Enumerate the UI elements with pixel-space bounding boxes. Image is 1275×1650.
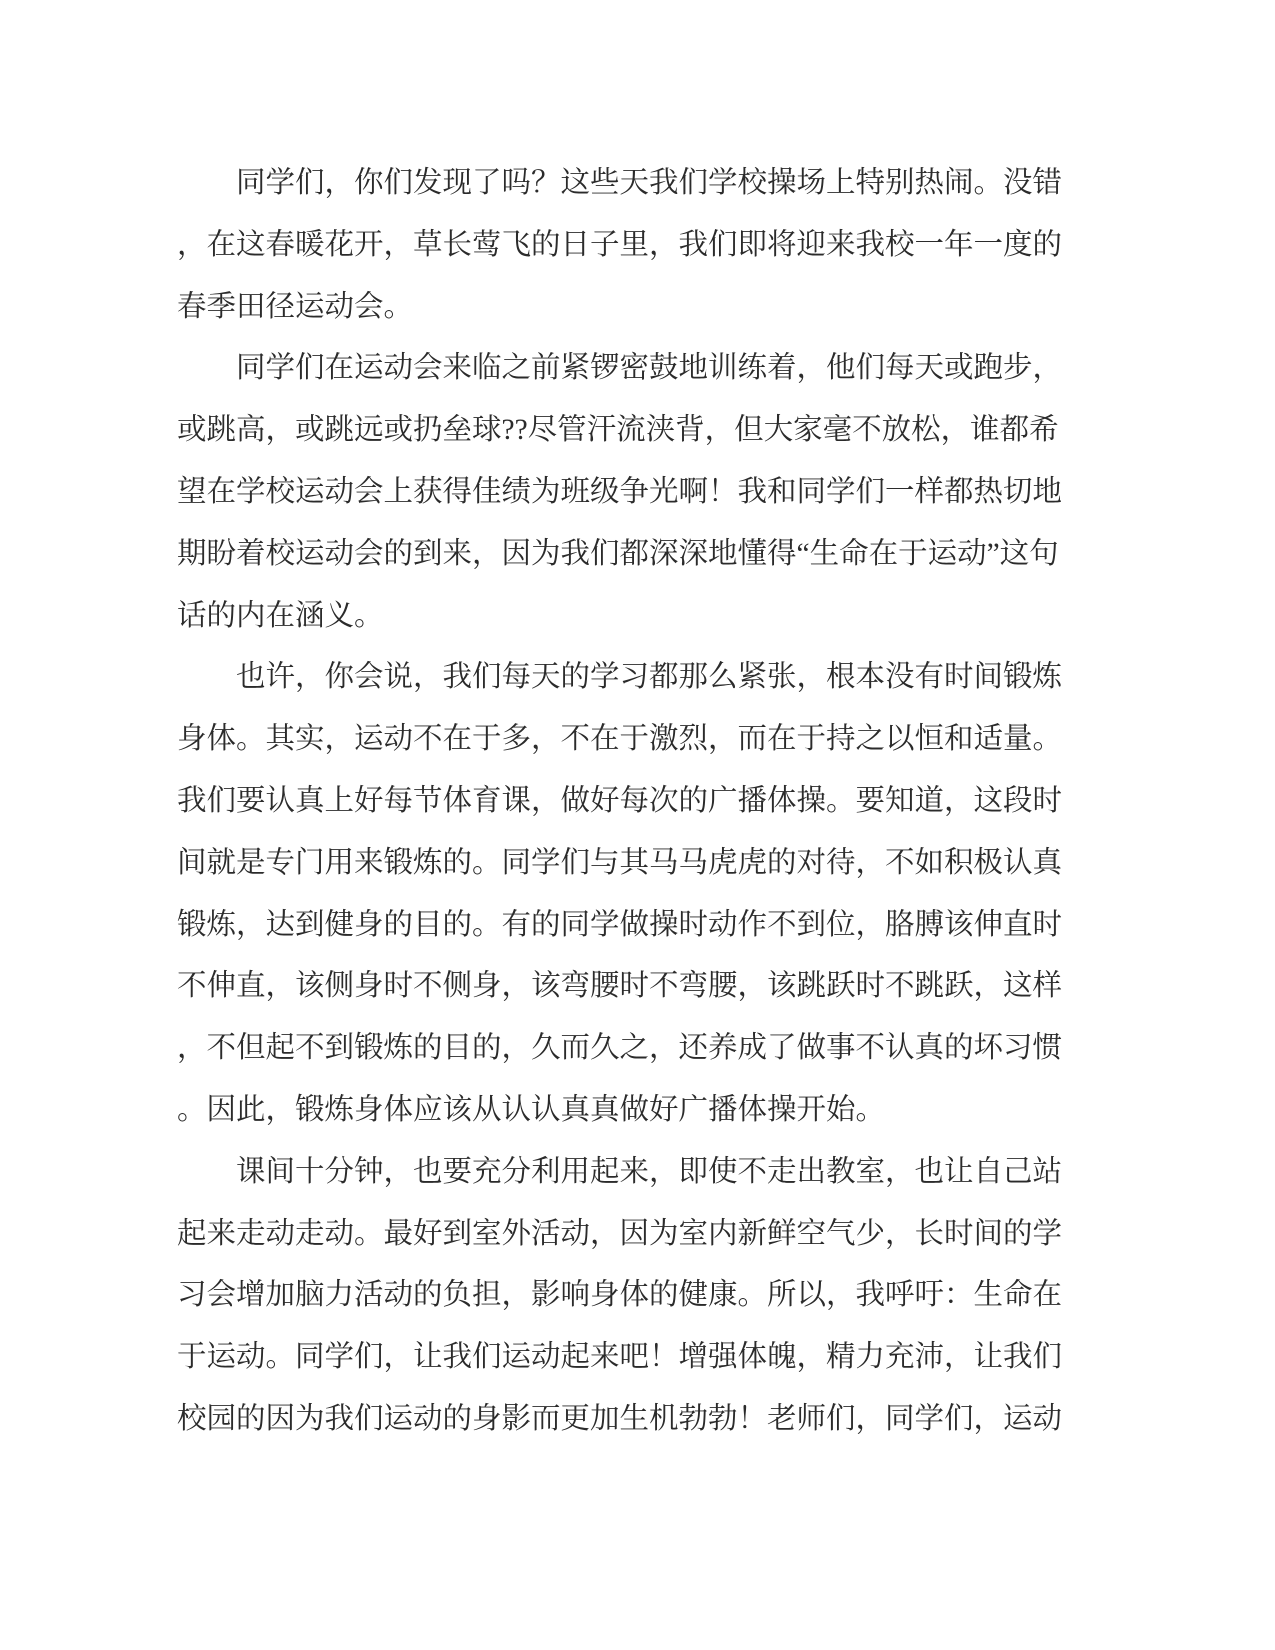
paragraph-exercise-attitude: 也许，你会说，我们每天的学习都那么紧张，根本没有时间锻炼身体。其实，运动不在于多，不在于激烈，而在于持之以恒和适量。我们要认真上好每节体育课，做好每次的广播体操。要知道，这段时间就是专门用来锻炼的。同学们与其马马虎虎的对待，不如积极认真锻炼，达到健身的目的。有的同学做操时动作不到位，胳膊该伸直时不伸直，该侧身时不侧身，该弯腰时不弯腰，该跳跃时不跳跃，这样，不但起不到锻炼的目的，久而久之，还养成了做事不认真的坏习惯。因此，锻炼身体应该从认认真真做好广播体操开始。 xyxy=(177,661,1063,1126)
document-body xyxy=(177,153,1079,1451)
paragraph-break-time: 课间十分钟，也要充分利用起来，即使不走出教室，也让自己站起来走动走动。最好到室外活动，因为室内新鲜空气少，长时间的学习会增加脑力活动的负担，影响身体的健康。所以，我呼吁：生命在于运动。同学们，让我们运动起来吧！增强体魄，精力充沛，让我们校园的因为我们运动的身影而更加生机勃勃！老师们，同学们，运动 xyxy=(177,1155,1063,1435)
paragraph-training: 同学们在运动会来临之前紧锣密鼓地训练着，他们每天或跑步，或跳高，或跳远或扔垒球??尽管汗流浃背，但大家毫不放松，谁都希望在学校运动会上获得佳绩为班级争光啊！我和同学们一样都热切地期盼着校运动会的到来，因为我们都深深地懂得“生命在于运动”这句话的内在涵义。 xyxy=(177,352,1063,632)
paragraph-intro: 同学们，你们发现了吗？这些天我们学校操场上特别热闹。没错，在这春暖花开，草长莺飞的日子里，我们即将迎来我校一年一度的春季田径运动会。 xyxy=(177,167,1063,323)
